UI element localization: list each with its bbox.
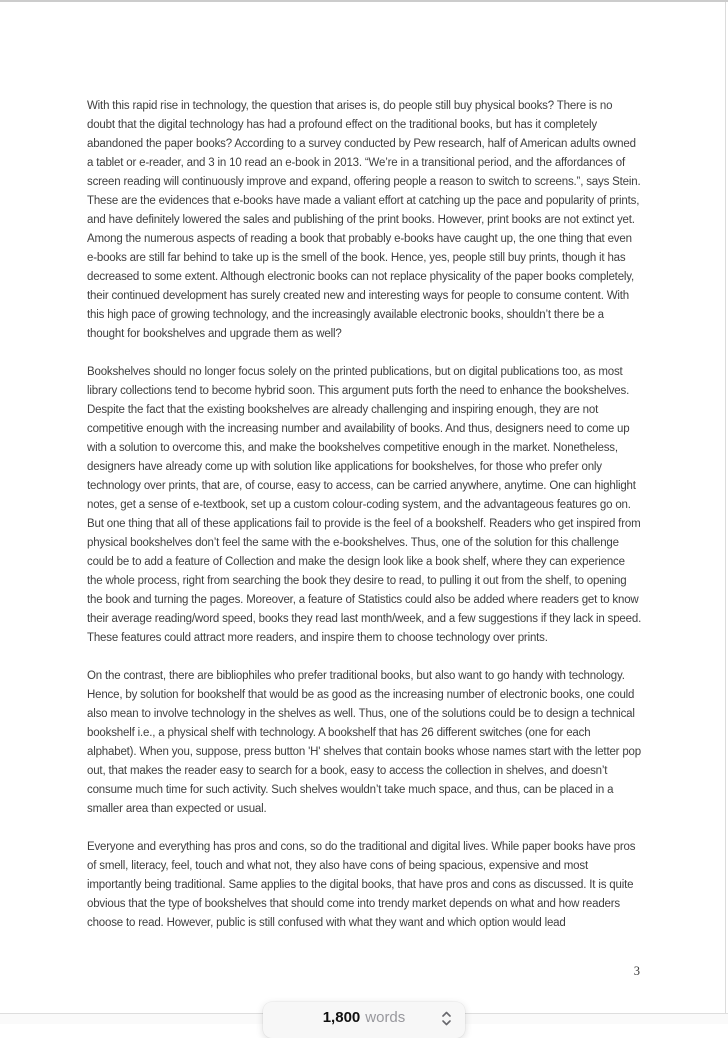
word-count-pill[interactable] [263,1002,465,1038]
chevron-up-down-icon [441,1010,452,1027]
page-number: 3 [633,964,640,978]
document-text-area[interactable] [87,97,642,952]
window-top-edge [0,0,728,2]
scrollbar-track-edge [725,2,726,1024]
word-count-unit: words [365,1009,406,1026]
paragraph[interactable]: Bookshelves should no longer focus solely on the printed publications, but on digital publications too, as most library collections tend to become hybrid soon. This argument puts forth the need to enhance the bookshelves. Despite the fact that the existing bookshelves are already challenging and inspiring enough, they are not competitive enough with the increasing number and availability of books. And thus, designers need to come up with a solution to overcome this, and make the bookshelves competitive enough in the market. Nonetheless, designers have already come up with solution like applications for bookshelves, for those who prefer only technology over prints, that are, of course, easy to access, can be carried anywhere, anytime. One can highlight notes, get a sense of e-textbook, set up a custom colour-coding system, and the advantageous features go on. But one thing that all of these applications fail to provide is the feel of a bookshelf. Readers who get inspired from physical bookshelves don’t feel the same with the e-bookshelves. Thus, one of the solution for this challenge could be to add a feature of Collection and make the design look like a book shelf, where they can experience the whole process, right from searching the book they desire to read, to pulling it out from the shelf, to opening the book and turning the pages. Moreover, a feature of Statistics could also be added where readers get to know their average reading/word speed, books they read last month/week, and a few suggestions if they lack in speed. These features could attract more readers, and inspire them to choose technology over prints. [87,366,642,644]
paragraph[interactable]: On the contrast, there are bibliophiles who prefer traditional books, but also want to go handy with technology. Hence, by solution for bookshelf that would be as good as the increasing number of electronic books, one could also mean to involve technology in the shelves as well. Thus, one of the solutions could be to design a technical bookshelf i.e., a physical shelf with technology. A bookshelf that has 26 different switches (one for each alphabet). When you, suppose, press button 'H' shelves that contain books whose names start with the letter pop out, that makes the reader easy to search for a book, easy to access the collection in shelves, and doesn’t consume much time for such activity. Such shelves wouldn’t take much space, and thus, can be placed in a smaller area than expected or usual. [87,670,641,815]
word-count-value: 1,800 [322,1009,361,1026]
paragraph[interactable]: With this rapid rise in technology, the question that arises is, do people still buy physical books? There is no doubt that the digital technology has had a profound effect on the traditional books, but has it completely abandoned the paper books? According to a survey conducted by Pew research, half of American adults owned a tablet or e-reader, and 3 in 10 read an e-book in 2013. “We’re in a transitional period, and the affordances of screen reading will continuously improve and expand, offering people a reason to switch to screens.”, says Stein. These are the evidences that e-books have made a valiant effort at catching up the pace and popularity of prints, and have definitely lowered the sales and publishing of the print books. However, print books are not extinct yet. Among the numerous aspects of reading a book that probably e-books have caught up, the one thing that even e-books are still far behind to take up is the smell of the book. Hence, yes, people still buy prints, though it has decreased to some extent. Although electronic books can not replace physicality of the paper books completely, their continued development has surely created new and interesting ways for people to consume content. With this high pace of growing technology, and the increasingly available electronic books, shouldn’t there be a thought for bookshelves and upgrade them as well? [87,100,641,340]
paragraph[interactable]: Everyone and everything has pros and cons, so do the traditional and digital lives. While paper books have pros of smell, literacy, feel, touch and what not, they also have cons of being spacious, expensive and most importantly being traditional. Same applies to the digital books, that have pros and cons as discussed. It is quite obvious that the type of bookshelves that should come into trendy market depends on what and how readers choose to read. However, public is still confused with what they want and which option would lead [87,841,636,929]
